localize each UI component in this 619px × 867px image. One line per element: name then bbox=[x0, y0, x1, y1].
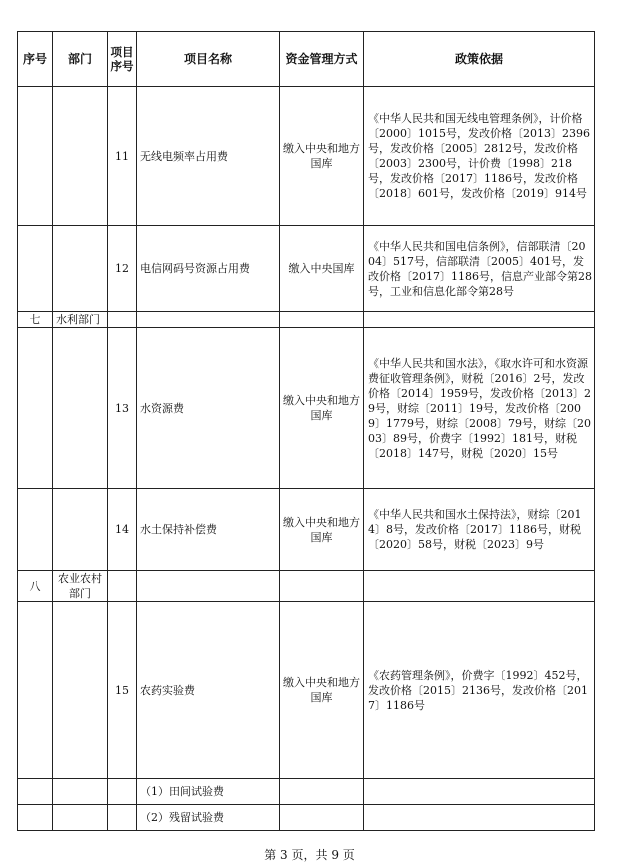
cell-dept: 水利部门 bbox=[53, 312, 108, 328]
header-dept: 部门 bbox=[53, 32, 108, 87]
table-row bbox=[18, 805, 595, 831]
cell-project-name: 电信网码号资源占用费 bbox=[137, 226, 280, 312]
cell-project-name: （2）残留试验费 bbox=[137, 805, 280, 831]
cell-dept bbox=[53, 489, 108, 571]
header-policy-basis: 政策依据 bbox=[364, 32, 595, 87]
cell-dept bbox=[53, 805, 108, 831]
cell-seq: 八 bbox=[18, 571, 53, 602]
cell-seq: 七 bbox=[18, 312, 53, 328]
cell-policy-basis bbox=[364, 779, 595, 805]
cell-dept bbox=[53, 328, 108, 489]
cell-fund-management: 缴入中央和地方国库 bbox=[280, 602, 364, 779]
cell-fund-management bbox=[280, 779, 364, 805]
cell-fund-management: 缴入中央和地方国库 bbox=[280, 87, 364, 226]
fee-table-page bbox=[17, 31, 594, 831]
cell-fund-management: 缴入中央国库 bbox=[280, 226, 364, 312]
cell-policy-basis: 《中华人民共和国电信条例》，信部联清〔2004〕517号，信部联清〔2005〕401号，发改价格〔2017〕1186号，信息产业部令第28号，工业和信息化部令第28号 bbox=[364, 226, 595, 312]
cell-dept bbox=[53, 602, 108, 779]
cell-policy-basis bbox=[364, 312, 595, 328]
cell-policy-basis bbox=[364, 571, 595, 602]
cell-item-no bbox=[108, 779, 137, 805]
cell-fund-management: 缴入中央和地方国库 bbox=[280, 489, 364, 571]
cell-item-no bbox=[108, 312, 137, 328]
cell-dept: 农业农村部门 bbox=[53, 571, 108, 602]
cell-project-name bbox=[137, 571, 280, 602]
page-number: 第 3 页，共 9 页 bbox=[264, 848, 355, 862]
header-project-name: 项目名称 bbox=[137, 32, 280, 87]
table-row bbox=[18, 87, 595, 226]
cell-project-name: 水土保持补偿费 bbox=[137, 489, 280, 571]
table-row-category bbox=[18, 312, 595, 328]
cell-project-name: （1）田间试验费 bbox=[137, 779, 280, 805]
cell-dept bbox=[53, 779, 108, 805]
table-row bbox=[18, 779, 595, 805]
cell-fund-management bbox=[280, 312, 364, 328]
cell-item-no: 14 bbox=[108, 489, 137, 571]
cell-project-name: 无线电频率占用费 bbox=[137, 87, 280, 226]
cell-seq bbox=[18, 805, 53, 831]
cell-fund-management: 缴入中央和地方国库 bbox=[280, 328, 364, 489]
fee-table bbox=[17, 31, 595, 831]
cell-seq bbox=[18, 87, 53, 226]
table-row bbox=[18, 226, 595, 312]
cell-item-no bbox=[108, 571, 137, 602]
cell-item-no bbox=[108, 805, 137, 831]
cell-policy-basis: 《中华人民共和国水土保持法》，财综〔2014〕8号，发改价格〔2017〕1186号，财税〔2020〕58号，财税〔2023〕9号 bbox=[364, 489, 595, 571]
cell-dept bbox=[53, 226, 108, 312]
cell-item-no: 13 bbox=[108, 328, 137, 489]
cell-item-no: 12 bbox=[108, 226, 137, 312]
header-item-no: 项目 序号 bbox=[108, 32, 137, 87]
cell-fund-management bbox=[280, 805, 364, 831]
cell-policy-basis: 《中华人民共和国水法》，《取水许可和水资源费征收管理条例》，财税〔2016〕2号，发改价格〔2014〕1959号，发改价格〔2013〕29号，财综〔2011〕19号，发改价格〔2009〕1779号，财综〔2008〕79号，财综〔2003〕89号，价费字〔1992〕181号，财税〔2018〕147号，财税〔2020〕15号 bbox=[364, 328, 595, 489]
table-row bbox=[18, 328, 595, 489]
cell-seq bbox=[18, 226, 53, 312]
cell-project-name: 农药实验费 bbox=[137, 602, 280, 779]
cell-policy-basis: 《中华人民共和国无线电管理条例》，计价格〔2000〕1015号，发改价格〔2013〕2396号，发改价格〔2005〕2812号，发改价格〔2003〕2300号，计价费〔1998〕218号，发改价格〔2017〕1186号，发改价格〔2018〕601号，发改价格〔2019〕914号 bbox=[364, 87, 595, 226]
cell-policy-basis: 《农药管理条例》，价费字〔1992〕452号，发改价格〔2015〕2136号，发改价格〔2017〕1186号 bbox=[364, 602, 595, 779]
cell-policy-basis bbox=[364, 805, 595, 831]
table-row-category bbox=[18, 571, 595, 602]
table-row bbox=[18, 489, 595, 571]
cell-seq bbox=[18, 779, 53, 805]
header-fund-management: 资金管理方式 bbox=[280, 32, 364, 87]
cell-fund-management bbox=[280, 571, 364, 602]
cell-seq bbox=[18, 328, 53, 489]
table-header-row bbox=[18, 32, 595, 87]
cell-seq bbox=[18, 489, 53, 571]
cell-item-no: 15 bbox=[108, 602, 137, 779]
cell-project-name: 水资源费 bbox=[137, 328, 280, 489]
header-seq: 序号 bbox=[18, 32, 53, 87]
table-row bbox=[18, 602, 595, 779]
cell-item-no: 11 bbox=[108, 87, 137, 226]
cell-seq bbox=[18, 602, 53, 779]
cell-dept bbox=[53, 87, 108, 226]
cell-project-name bbox=[137, 312, 280, 328]
